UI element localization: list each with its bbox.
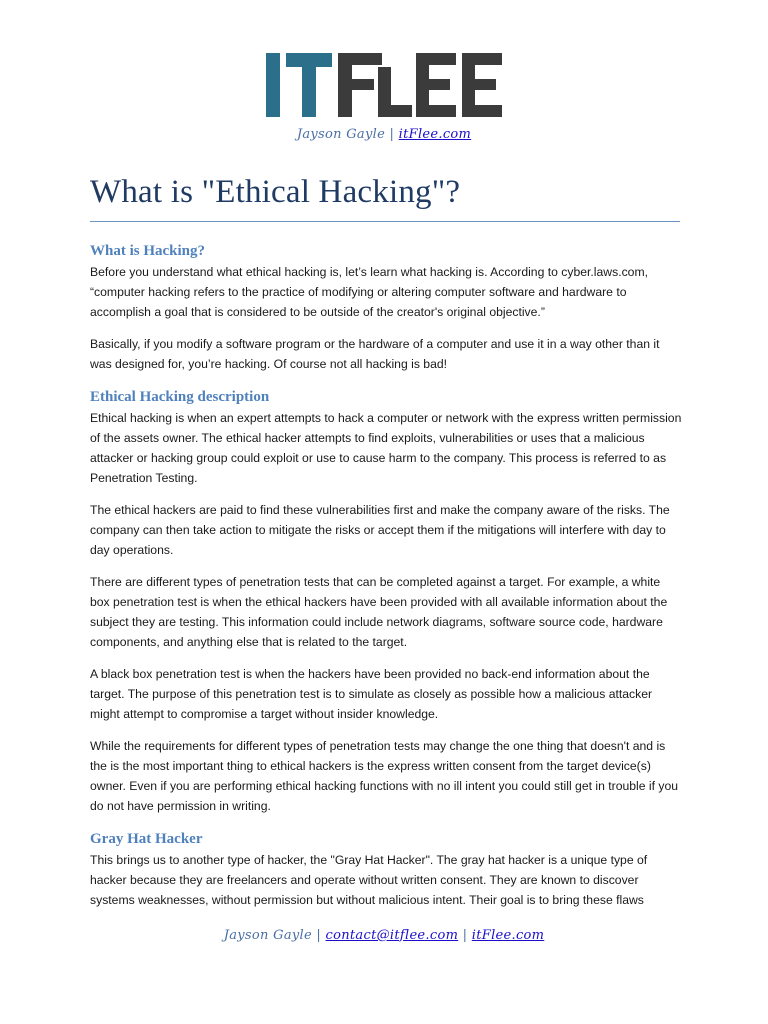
section-ethical-hacking-description — [90, 386, 682, 816]
paragraph: A black box penetration test is when the hackers have been provided no back-end information about the target. The purpose of this penetration test is to simulate as closely as possible how a malicious attacker might attempt to compromise a target without insider knowledge. — [90, 667, 653, 721]
section-heading: Gray Hat Hacker — [90, 831, 203, 847]
section-heading: Ethical Hacking description — [90, 389, 270, 405]
header-author: Jayson Gayle — [296, 127, 386, 142]
paragraph: Before you understand what ethical hacking is, let’s learn what hacking is. According to cyber.laws.com, “computer hacking refers to the practice of modifying or altering computer software and hardware to accomplish a goal that is considered to be outside of the creator's original objective.” — [90, 265, 648, 319]
header-separator: | — [389, 127, 395, 142]
footer-site-link[interactable]: itFlee.com — [471, 928, 545, 943]
paragraph: The ethical hackers are paid to find these vulnerabilities first and make the company aware of the risks. The company can then take action to mitigate the risks or accept them if the mitigations will interfere with day to day operations. — [90, 503, 670, 557]
document-body — [90, 240, 682, 922]
page-title: What is "Ethical Hacking"? — [90, 174, 461, 210]
footer-email-link[interactable]: contact@itflee.com — [325, 928, 459, 943]
page-footer — [0, 928, 768, 943]
logo-flee — [338, 53, 502, 117]
title-divider — [90, 221, 680, 222]
paragraph: Ethical hacking is when an expert attempts to hack a computer or network with the express written permission of the assets owner. The ethical hacker attempts to find exploits, vulnerabilities or uses that a malicious attacker or hacking group could exploit or use to cause harm to the company. This process is referred to as Penetration Testing. — [90, 411, 682, 485]
itflee-logo — [266, 53, 502, 117]
footer-separator: | — [462, 928, 468, 943]
footer-author: Jayson Gayle — [223, 928, 312, 943]
paragraph: While the requirements for different types of penetration tests may change the one thing that doesn't and is the is the most important thing to ethical hackers is the express written consent from the target device(s) owner. Even if you are performing ethical hacking functions with no ill intent you could still get in trouble if you do not have permission in writing. — [90, 739, 679, 813]
header-site-link[interactable]: itFlee.com — [398, 127, 472, 142]
paragraph: There are different types of penetration tests that can be completed against a target. For example, a white box penetration test is when the ethical hackers have been provided with all available information about the subject they are testing. This information could include network diagrams, software source code, hardware components, and anything else that is related to the target. — [90, 575, 668, 649]
paragraph: This brings us to another type of hacker, the "Gray Hat Hacker". The gray hat hacker is a unique type of hacker because they are freelancers and operate without written consent. They are known to discover systems weaknesses, without permission but without malicious intent. Their goal is to bring these flaws — [90, 853, 648, 907]
header-byline — [0, 127, 768, 142]
section-heading: What is Hacking? — [90, 243, 206, 259]
section-gray-hat-hacker — [90, 828, 682, 910]
paragraph: Basically, if you modify a software program or the hardware of a computer and use it in a way other than it was designed for, you’re hacking. Of course not all hacking is bad! — [90, 337, 660, 371]
logo-it — [266, 53, 332, 117]
section-what-is-hacking — [90, 240, 682, 374]
footer-separator: | — [316, 928, 322, 943]
